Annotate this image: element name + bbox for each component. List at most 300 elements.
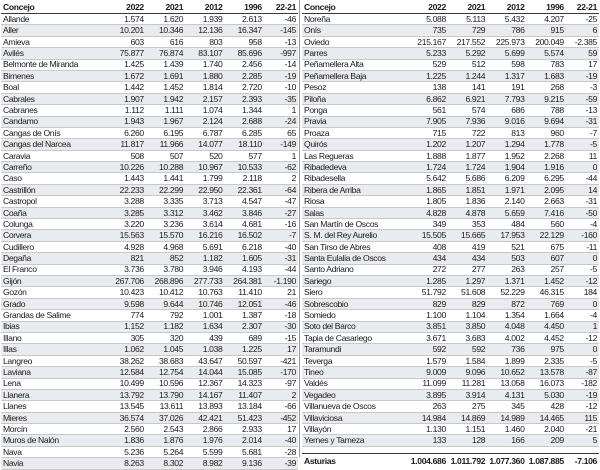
table-row [302, 332, 599, 343]
value-2022-cell: 8.263 [107, 458, 146, 469]
concejo-cell: Ribadesella [302, 173, 409, 184]
table-row [1, 127, 298, 138]
value-1996-cell: 268 [527, 82, 566, 93]
table-row [1, 184, 298, 195]
change-cell: 1 [264, 105, 298, 116]
value-2012-cell: 225.973 [487, 36, 526, 47]
header-row [1, 2, 298, 14]
value-2021-cell: 1.207 [448, 139, 487, 150]
value-2021-cell: 1.584 [448, 355, 487, 366]
value-2021-cell: 1.045 [146, 344, 185, 355]
value-1996-cell: 2.268 [527, 150, 566, 161]
header-change: 22-21 [264, 2, 298, 14]
change-cell: -13 [566, 105, 599, 116]
value-1996-cell: 14.323 [224, 378, 263, 389]
table-row [302, 355, 599, 366]
value-2021-cell: 51.608 [448, 287, 487, 298]
value-2022-cell: 14.984 [409, 412, 448, 423]
concejo-cell: Ribera de Arriba [302, 184, 409, 195]
table-row [1, 401, 298, 412]
table-row [302, 389, 599, 400]
change-cell: 6 [566, 25, 599, 36]
value-2022-cell: 592 [409, 344, 448, 355]
value-1996-cell: 16.073 [527, 378, 566, 389]
value-1996-cell: 689 [224, 332, 263, 343]
value-2022-cell: 13.545 [107, 401, 146, 412]
table-row [1, 446, 298, 457]
change-cell: -19 [264, 70, 298, 81]
concejo-cell: Allande [1, 14, 107, 25]
value-1996-cell: 9.215 [527, 93, 566, 104]
value-2022-cell: 3.736 [107, 264, 146, 275]
value-2022-cell: 529 [409, 59, 448, 70]
value-1996-cell: 915 [527, 25, 566, 36]
value-2012-cell: 6.209 [487, 173, 526, 184]
concejo-cell: Somiedo [302, 310, 409, 321]
value-1996-cell: 1.916 [527, 162, 566, 173]
value-2012-cell: 1.001 [185, 310, 224, 321]
value-2022-cell: 138 [409, 82, 448, 93]
header-2021: 2021 [448, 2, 487, 14]
concejo-cell: El Franco [1, 264, 107, 275]
value-2021-cell: 829 [448, 298, 487, 309]
table-row [1, 412, 298, 423]
concejo-cell: Tapia de Casariego [302, 332, 409, 343]
value-2022-cell: 1.152 [107, 321, 146, 332]
value-1996-cell: 2.663 [527, 196, 566, 207]
value-1996-cell: 22.129 [527, 230, 566, 241]
value-2021-cell: 729 [448, 25, 487, 36]
value-2021-cell: 7.936 [448, 116, 487, 127]
value-2022-cell: 13.792 [107, 389, 146, 400]
value-2012-cell: 7.793 [487, 93, 526, 104]
change-cell: -24 [264, 116, 298, 127]
value-1996-cell: 200.049 [527, 36, 566, 47]
value-2021-cell: 268.896 [146, 275, 185, 286]
value-2022-cell: 267.706 [107, 275, 146, 286]
change-cell: -452 [264, 412, 298, 423]
value-2022-cell: 10.423 [107, 287, 146, 298]
value-2022-cell: 10.226 [107, 162, 146, 173]
value-2012-cell: 598 [487, 59, 526, 70]
concejo-cell: Lena [1, 378, 107, 389]
concejo-cell: Corvera [1, 230, 107, 241]
table-row [302, 435, 599, 446]
change-cell: -5 [566, 355, 599, 366]
table-row [302, 196, 599, 207]
value-2012-cell: 786 [487, 25, 526, 36]
change-cell: -7 [566, 127, 599, 138]
table-row [302, 401, 599, 412]
value-2022-cell: 9.598 [107, 298, 146, 309]
concejo-cell: Cangas del Narcea [1, 139, 107, 150]
value-2022-cell: 7.905 [409, 116, 448, 127]
value-2022-cell: 38.262 [107, 355, 146, 366]
concejo-cell: Proaza [302, 127, 409, 138]
value-2021-cell: 574 [448, 105, 487, 116]
value-2021-cell: 15.665 [448, 230, 487, 241]
value-2022-cell: 11.817 [107, 139, 146, 150]
table-row [1, 424, 298, 435]
concejo-cell: Parres [302, 48, 409, 59]
value-2021-cell: 792 [146, 310, 185, 321]
value-2022-cell: 75.877 [107, 48, 146, 59]
value-2021-cell: 722 [448, 127, 487, 138]
change-cell: -28 [264, 446, 298, 457]
value-1996-cell: 50.597 [224, 355, 263, 366]
value-2022-cell: 1.285 [409, 275, 448, 286]
value-1996-cell: 264.381 [224, 275, 263, 286]
concejo-cell: Onís [302, 25, 409, 36]
concejo-cell: Taramundi [302, 344, 409, 355]
value-2012-cell: 2.157 [185, 93, 224, 104]
value-2021-cell: 3.780 [146, 264, 185, 275]
concejo-cell: Morcín [1, 424, 107, 435]
concejo-cell: Llanes [1, 401, 107, 412]
concejo-cell: Piloña [302, 93, 409, 104]
value-2012-cell: 1.740 [185, 59, 224, 70]
table-row [1, 230, 298, 241]
spacer-cell [302, 446, 599, 453]
change-cell: 65 [264, 127, 298, 138]
value-1996-cell: 18.110 [224, 139, 263, 150]
table-row [1, 458, 298, 469]
value-1996-cell: 975 [527, 344, 566, 355]
value-2012-cell: 16.216 [185, 230, 224, 241]
value-2022-cell: 36.574 [107, 412, 146, 423]
change-cell: -160 [566, 230, 599, 241]
concejo-cell: Ponga [302, 105, 409, 116]
value-2022-cell: 1.130 [409, 424, 448, 435]
value-1996-cell: 46.315 [527, 287, 566, 298]
concejo-cell: Peñamellera Baja [302, 70, 409, 81]
value-2021-cell: 9.644 [146, 298, 185, 309]
value-2021-cell: 217.552 [448, 36, 487, 47]
change-cell: -1.190 [264, 275, 298, 286]
table-row [302, 184, 599, 195]
value-2022-cell: 6.260 [107, 127, 146, 138]
value-2012-cell: 1.354 [487, 310, 526, 321]
value-2021-cell: 1.441 [146, 173, 185, 184]
value-2022-cell: 2.560 [107, 424, 146, 435]
value-2021-cell: 277 [448, 264, 487, 275]
value-2022-cell: 1.202 [409, 139, 448, 150]
value-2021-cell: 512 [448, 59, 487, 70]
value-2012-cell: 1.634 [185, 321, 224, 332]
concejo-cell: Nava [1, 446, 107, 457]
change-cell: 1 [566, 321, 599, 332]
change-cell: -10 [264, 82, 298, 93]
change-cell: 21 [264, 287, 298, 298]
value-1996-cell: 9.136 [224, 458, 263, 469]
value-1996-cell: 2.095 [527, 184, 566, 195]
table-row [1, 25, 298, 36]
concejo-cell: Grandas de Salime [1, 310, 107, 321]
value-2021-cell: 6.195 [146, 127, 185, 138]
change-cell: -15 [264, 332, 298, 343]
change-cell: -14 [264, 59, 298, 70]
change-cell: -421 [264, 355, 298, 366]
table-row [1, 298, 298, 309]
concejo-cell: Carreño [1, 162, 107, 173]
total-concejo-cell: Asturias [302, 453, 409, 468]
value-2022-cell: 1.443 [107, 173, 146, 184]
value-2012-cell: 4.131 [487, 389, 526, 400]
concejo-cell: Santo Adriano [302, 264, 409, 275]
value-2022-cell: 3.285 [107, 207, 146, 218]
value-1996-cell: 675 [527, 241, 566, 252]
table-row [302, 139, 599, 150]
value-1996-cell: 1.387 [224, 310, 263, 321]
table-row [302, 173, 599, 184]
change-cell: -87 [566, 367, 599, 378]
change-cell: -64 [264, 184, 298, 195]
table-row [302, 253, 599, 264]
value-1996-cell: 1.452 [527, 275, 566, 286]
change-cell: -12 [566, 332, 599, 343]
value-1996-cell: 85.696 [224, 48, 263, 59]
concejo-cell: Ibias [1, 321, 107, 332]
value-2021-cell: 38.683 [146, 355, 185, 366]
value-1996-cell: 607 [527, 253, 566, 264]
value-2012-cell: 263 [487, 264, 526, 275]
value-2022-cell: 1.574 [107, 14, 146, 25]
value-2022-cell: 22.233 [107, 184, 146, 195]
value-2022-cell: 12.584 [107, 367, 146, 378]
value-1996-cell: 1.778 [527, 139, 566, 150]
change-cell: 11 [566, 150, 599, 161]
change-cell: 1 [264, 150, 298, 161]
value-2021-cell: 616 [146, 36, 185, 47]
value-2022-cell: 3.220 [107, 219, 146, 230]
value-2021-cell: 13.790 [146, 389, 185, 400]
change-cell: -47 [264, 196, 298, 207]
value-2021-cell: 3.850 [448, 321, 487, 332]
value-2012-cell: 5.659 [487, 207, 526, 218]
value-2012-cell: 521 [487, 241, 526, 252]
value-2021-cell: 11.281 [448, 378, 487, 389]
change-cell: -4 [566, 219, 599, 230]
value-2022-cell: 715 [409, 127, 448, 138]
concejo-cell: Pravia [302, 116, 409, 127]
change-cell: 14 [566, 184, 599, 195]
value-2012-cell: 8.982 [185, 458, 224, 469]
value-2012-cell: 1.317 [487, 70, 526, 81]
value-2021-cell: 1.182 [146, 321, 185, 332]
value-2021-cell: 5.113 [448, 14, 487, 25]
value-1996-cell: 209 [527, 435, 566, 446]
value-2012-cell: 1.971 [487, 184, 526, 195]
value-1996-cell: 2.285 [224, 70, 263, 81]
left-table-panel [1, 2, 298, 470]
value-1996-cell: 15.085 [224, 367, 263, 378]
value-1996-cell: 4.681 [224, 219, 263, 230]
value-2021-cell: 76.874 [146, 48, 185, 59]
change-cell: -59 [566, 93, 599, 104]
value-2021-cell: 5.686 [448, 173, 487, 184]
table-row [1, 59, 298, 70]
change-cell: -44 [566, 173, 599, 184]
value-2012-cell: 10.652 [487, 367, 526, 378]
table-row [302, 378, 599, 389]
concejo-cell: Sobrescobio [302, 298, 409, 309]
value-2012-cell: 1.952 [487, 150, 526, 161]
change-cell: -2.385 [566, 36, 599, 47]
value-2012-cell: 520 [185, 150, 224, 161]
value-2021-cell: 1.967 [146, 116, 185, 127]
change-cell: -62 [264, 162, 298, 173]
change-cell: -18 [264, 310, 298, 321]
value-2022-cell: 1.672 [107, 70, 146, 81]
value-2021-cell: 1.151 [448, 424, 487, 435]
value-2021-cell: 1.244 [448, 70, 487, 81]
concejo-cell: Bimenes [1, 70, 107, 81]
total-value-1996-cell: 1.087.885 [527, 453, 566, 468]
table-row [1, 344, 298, 355]
table-row [1, 105, 298, 116]
value-1996-cell: 2.393 [224, 93, 263, 104]
change-cell: -19 [566, 389, 599, 400]
change-cell: -50 [566, 207, 599, 218]
value-2012-cell: 52.229 [487, 287, 526, 298]
table-row [1, 378, 298, 389]
table-row [302, 412, 599, 423]
change-cell: 0 [566, 344, 599, 355]
change-cell: 17 [566, 59, 599, 70]
value-2022-cell: 1.579 [409, 355, 448, 366]
table-row [302, 344, 599, 355]
value-2021-cell: 10.596 [146, 378, 185, 389]
concejo-cell: Belmonte de Miranda [1, 59, 107, 70]
right-table-panel [302, 2, 599, 468]
value-1996-cell: 7.416 [527, 207, 566, 218]
value-2012-cell: 10.763 [185, 287, 224, 298]
concejo-cell: Salas [302, 207, 409, 218]
value-2012-cell: 42.421 [185, 412, 224, 423]
change-cell: -40 [264, 435, 298, 446]
value-1996-cell: 2.456 [224, 59, 263, 70]
value-2022-cell: 5.088 [409, 14, 448, 25]
left-table-body [1, 14, 298, 470]
value-2021-cell: 5.264 [146, 446, 185, 457]
change-cell: -66 [264, 401, 298, 412]
table-row [302, 207, 599, 218]
value-2021-cell: 11.966 [146, 139, 185, 150]
value-2012-cell: 14.167 [185, 389, 224, 400]
value-2012-cell: 2.866 [185, 424, 224, 435]
concejo-cell: Degaña [1, 253, 107, 264]
value-1996-cell: 958 [224, 36, 263, 47]
value-1996-cell: 769 [527, 298, 566, 309]
value-2022-cell: 1.907 [107, 93, 146, 104]
change-cell: -40 [264, 241, 298, 252]
value-2012-cell: 13.893 [185, 401, 224, 412]
table-row [1, 253, 298, 264]
value-1996-cell: 16.347 [224, 25, 263, 36]
value-2022-cell: 133 [409, 435, 448, 446]
table-row [302, 424, 599, 435]
value-1996-cell: 9.694 [527, 116, 566, 127]
value-2022-cell: 1.724 [409, 162, 448, 173]
value-2021-cell: 12.754 [146, 367, 185, 378]
value-1996-cell: 3.846 [224, 207, 263, 218]
change-cell: 17 [264, 424, 298, 435]
table-row [1, 70, 298, 81]
value-2021-cell: 128 [448, 435, 487, 446]
table-row [1, 355, 298, 366]
value-2012-cell: 1.038 [185, 344, 224, 355]
value-2012-cell: 1.294 [487, 139, 526, 150]
value-2022-cell: 3.288 [107, 196, 146, 207]
value-1996-cell: 4.207 [527, 14, 566, 25]
value-2021-cell: 4.878 [448, 207, 487, 218]
table-row [302, 367, 599, 378]
value-2022-cell: 821 [107, 253, 146, 264]
value-2012-cell: 3.946 [185, 264, 224, 275]
value-2022-cell: 1.805 [409, 196, 448, 207]
change-cell: -145 [264, 25, 298, 36]
concejo-cell: Teverga [302, 355, 409, 366]
value-2021-cell: 22.299 [146, 184, 185, 195]
value-2012-cell: 14.989 [487, 412, 526, 423]
table-row [1, 435, 298, 446]
table-row [1, 332, 298, 343]
value-2021-cell: 10.346 [146, 25, 185, 36]
value-2012-cell: 191 [487, 82, 526, 93]
change-cell: -13 [264, 36, 298, 47]
value-2021-cell: 3.683 [448, 332, 487, 343]
change-cell: -997 [264, 48, 298, 59]
table-row [302, 287, 599, 298]
value-2021-cell: 1.452 [146, 82, 185, 93]
value-2022-cell: 1.425 [107, 59, 146, 70]
value-2021-cell: 1.942 [146, 93, 185, 104]
value-1996-cell: 12.051 [224, 298, 263, 309]
value-2012-cell: 14.044 [185, 367, 224, 378]
value-1996-cell: 5.681 [224, 446, 263, 457]
value-1996-cell: 14.465 [527, 412, 566, 423]
value-2012-cell: 1.460 [487, 424, 526, 435]
value-2021-cell: 3.914 [448, 389, 487, 400]
header-1996: 1996 [527, 2, 566, 14]
table-row [1, 93, 298, 104]
concejo-cell: Caravia [1, 150, 107, 161]
header-1996: 1996 [224, 2, 263, 14]
value-2012-cell: 484 [487, 219, 526, 230]
concejo-cell: Muros de Nalón [1, 435, 107, 446]
value-1996-cell: 2.613 [224, 14, 263, 25]
population-table-left [1, 2, 298, 470]
concejo-cell: San Martín de Oscos [302, 219, 409, 230]
change-cell: -30 [264, 321, 298, 332]
concejo-cell: Navia [1, 458, 107, 469]
value-2012-cell: 439 [185, 332, 224, 343]
value-2021-cell: 3.312 [146, 207, 185, 218]
concejo-cell: Yernes y Tameza [302, 435, 409, 446]
change-cell: -170 [264, 367, 298, 378]
value-1996-cell: 1.225 [224, 344, 263, 355]
concejo-cell: Villanueva de Oscos [302, 401, 409, 412]
value-1996-cell: 1.683 [527, 70, 566, 81]
value-2012-cell: 1.799 [185, 173, 224, 184]
value-2022-cell: 5.642 [409, 173, 448, 184]
table-row [1, 48, 298, 59]
concejo-cell: Vegadeo [302, 389, 409, 400]
header-2021: 2021 [146, 2, 185, 14]
table-row [302, 59, 599, 70]
table-row [302, 25, 599, 36]
value-2021-cell: 1.851 [448, 184, 487, 195]
